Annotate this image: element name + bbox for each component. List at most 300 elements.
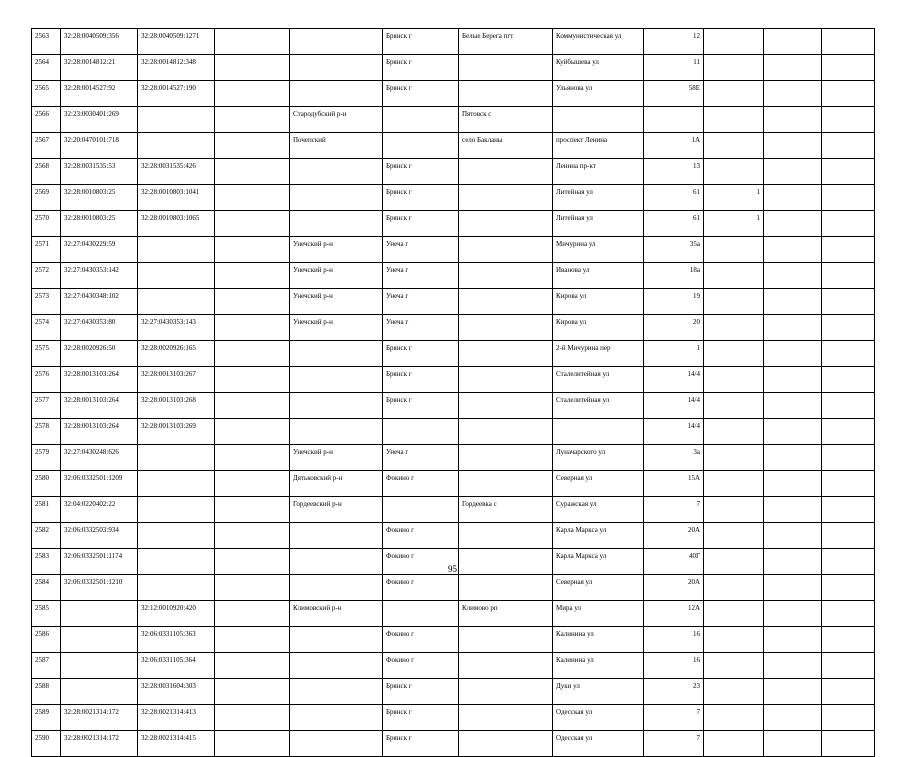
cell-extra-1 [704, 55, 764, 81]
cell-city [383, 419, 459, 445]
cell-settlement [459, 523, 553, 549]
cell-settlement [459, 705, 553, 731]
cell-street: Сталелитейная ул [553, 393, 644, 419]
cell-district [290, 575, 383, 601]
cell-settlement [459, 237, 553, 263]
table-row [32, 679, 875, 705]
cell-cadastral-number-building: 32:28:0020926:165 [138, 341, 215, 367]
cell-city: Фокино г [383, 575, 459, 601]
cell-district [290, 653, 383, 679]
cell-city: Унеча г [383, 237, 459, 263]
cell-house-number: 61 [644, 185, 704, 211]
cell-settlement [459, 445, 553, 471]
cell-empty [215, 653, 290, 679]
cell-cadastral-number-building [138, 133, 215, 159]
cell-city: Брянск г [383, 55, 459, 81]
cell-district: Дятьковский р-н [290, 471, 383, 497]
cell-extra-3 [822, 341, 875, 367]
cell-settlement [459, 575, 553, 601]
cell-empty [215, 497, 290, 523]
cell-extra-3 [822, 731, 875, 757]
cell-extra-1 [704, 367, 764, 393]
cell-house-number [644, 107, 704, 133]
cell-house-number: 3а [644, 445, 704, 471]
cell-empty [215, 211, 290, 237]
cell-street: Ленина пр-кт [553, 159, 644, 185]
cell-row-number: 2581 [32, 497, 61, 523]
cell-empty [215, 601, 290, 627]
cell-cadastral-number-land: 32:27:0430229:59 [61, 237, 138, 263]
cell-extra-2 [764, 159, 822, 185]
table-row [32, 445, 875, 471]
cell-extra-1 [704, 523, 764, 549]
cell-city: Фокино г [383, 471, 459, 497]
cell-extra-2 [764, 653, 822, 679]
cell-street: Дуки ул [553, 679, 644, 705]
cell-house-number: 20 [644, 315, 704, 341]
cell-district: Почепский [290, 133, 383, 159]
cell-district [290, 705, 383, 731]
cell-extra-1 [704, 653, 764, 679]
cell-district [290, 679, 383, 705]
cell-cadastral-number-land [61, 653, 138, 679]
cell-settlement [459, 419, 553, 445]
cell-house-number: 18а [644, 263, 704, 289]
cell-city: Фокино г [383, 627, 459, 653]
cell-extra-1 [704, 81, 764, 107]
cell-extra-3 [822, 185, 875, 211]
cell-extra-3 [822, 55, 875, 81]
cell-cadastral-number-land: 32:27:0430348:102 [61, 289, 138, 315]
cell-settlement: Пятовск с [459, 107, 553, 133]
cell-extra-2 [764, 575, 822, 601]
cell-row-number: 2567 [32, 133, 61, 159]
cell-empty [215, 731, 290, 757]
cell-extra-3 [822, 263, 875, 289]
cell-empty [215, 445, 290, 471]
cell-empty [215, 393, 290, 419]
table-row [32, 55, 875, 81]
cell-cadastral-number-land: 32:28:0013103:264 [61, 367, 138, 393]
table-row [32, 341, 875, 367]
cell-extra-3 [822, 705, 875, 731]
cell-house-number: 1 [644, 341, 704, 367]
cell-city: Брянск г [383, 367, 459, 393]
cell-house-number: 11 [644, 55, 704, 81]
cell-house-number: 7 [644, 731, 704, 757]
cell-city: Брянск г [383, 679, 459, 705]
cell-district [290, 341, 383, 367]
cell-extra-2 [764, 55, 822, 81]
cell-extra-3 [822, 289, 875, 315]
cell-extra-3 [822, 445, 875, 471]
cell-cadastral-number-land: 32:20:0470101:718 [61, 133, 138, 159]
cell-city: Фокино г [383, 549, 459, 575]
cell-extra-3 [822, 419, 875, 445]
cell-city: Брянск г [383, 29, 459, 55]
cell-row-number: 2568 [32, 159, 61, 185]
cell-city [383, 133, 459, 159]
table-row [32, 133, 875, 159]
cell-cadastral-number-land: 32:28:0021314:172 [61, 705, 138, 731]
cell-row-number: 2578 [32, 419, 61, 445]
cell-extra-1 [704, 263, 764, 289]
cell-city: Брянск г [383, 211, 459, 237]
cell-cadastral-number-building: 32:28:0031604:303 [138, 679, 215, 705]
cell-extra-1 [704, 705, 764, 731]
cell-house-number: 20А [644, 523, 704, 549]
cell-cadastral-number-land: 32:27:0430248:626 [61, 445, 138, 471]
cell-cadastral-number-building: 32:06:0331105:363 [138, 627, 215, 653]
cell-district: Унечский р-н [290, 289, 383, 315]
cell-row-number: 2583 [32, 549, 61, 575]
cell-city [383, 601, 459, 627]
cell-cadastral-number-land: 32:06:0332501:1210 [61, 575, 138, 601]
cell-settlement: Гордеевка с [459, 497, 553, 523]
cell-empty [215, 55, 290, 81]
cell-city: Брянск г [383, 393, 459, 419]
cell-extra-2 [764, 211, 822, 237]
cell-extra-2 [764, 471, 822, 497]
cell-city: Брянск г [383, 341, 459, 367]
cell-street: Сталелитейная ул [553, 367, 644, 393]
cell-cadastral-number-building: 32:28:0021314:415 [138, 731, 215, 757]
cell-extra-2 [764, 263, 822, 289]
cell-district [290, 211, 383, 237]
table-row [32, 705, 875, 731]
cell-house-number: 19 [644, 289, 704, 315]
cell-street: 2-й Мичурина пер [553, 341, 644, 367]
cell-extra-3 [822, 133, 875, 159]
table-body [32, 29, 875, 757]
cell-house-number: 23 [644, 679, 704, 705]
cell-cadastral-number-building [138, 107, 215, 133]
cell-row-number: 2572 [32, 263, 61, 289]
table-row [32, 393, 875, 419]
cell-extra-3 [822, 315, 875, 341]
cell-row-number: 2582 [32, 523, 61, 549]
cell-street: проспект Ленина [553, 133, 644, 159]
cell-extra-2 [764, 185, 822, 211]
cell-house-number: 16 [644, 627, 704, 653]
cell-extra-3 [822, 107, 875, 133]
cell-row-number: 2584 [32, 575, 61, 601]
cell-city: Унеча г [383, 445, 459, 471]
table-row [32, 523, 875, 549]
cell-settlement: Белые Берега пгт [459, 29, 553, 55]
cell-district [290, 185, 383, 211]
table-row [32, 237, 875, 263]
cell-cadastral-number-land [61, 679, 138, 705]
table-row [32, 263, 875, 289]
cell-empty [215, 523, 290, 549]
cell-district [290, 367, 383, 393]
cell-extra-1: 1 [704, 211, 764, 237]
cell-street [553, 107, 644, 133]
cell-empty [215, 419, 290, 445]
cell-settlement [459, 471, 553, 497]
cell-empty [215, 159, 290, 185]
cell-row-number: 2574 [32, 315, 61, 341]
cell-settlement: село Бакланы [459, 133, 553, 159]
cell-extra-1 [704, 341, 764, 367]
cell-extra-2 [764, 133, 822, 159]
cell-cadastral-number-land: 32:28:0013103:264 [61, 393, 138, 419]
cell-cadastral-number-building: 32:28:0010803:1065 [138, 211, 215, 237]
cell-street: Куйбышева ул [553, 55, 644, 81]
cell-cadastral-number-land: 32:28:0040509:356 [61, 29, 138, 55]
table-row [32, 497, 875, 523]
cell-row-number: 2575 [32, 341, 61, 367]
cell-empty [215, 185, 290, 211]
cell-extra-3 [822, 393, 875, 419]
cell-street: Луначарского ул [553, 445, 644, 471]
cell-empty [215, 575, 290, 601]
cell-extra-3 [822, 601, 875, 627]
cell-row-number: 2577 [32, 393, 61, 419]
cell-extra-1 [704, 393, 764, 419]
cell-cadastral-number-building: 32:28:0013103:269 [138, 419, 215, 445]
cell-cadastral-number-land [61, 601, 138, 627]
cell-settlement [459, 679, 553, 705]
cell-district [290, 731, 383, 757]
cell-street: Кирова ул [553, 315, 644, 341]
cell-street: Мира ул [553, 601, 644, 627]
cell-house-number: 40Г [644, 549, 704, 575]
table-row [32, 159, 875, 185]
cell-settlement [459, 289, 553, 315]
cell-cadastral-number-building: 32:28:0014527:190 [138, 81, 215, 107]
cell-extra-2 [764, 705, 822, 731]
cell-cadastral-number-building: 32:27:0430353:143 [138, 315, 215, 341]
cell-extra-3 [822, 523, 875, 549]
cell-street: Карла Маркса ул [553, 523, 644, 549]
cell-street: Калинина ул [553, 653, 644, 679]
cell-street: Одесская ул [553, 731, 644, 757]
cell-row-number: 2580 [32, 471, 61, 497]
cell-district [290, 55, 383, 81]
cell-extra-1 [704, 29, 764, 55]
cell-extra-2 [764, 81, 822, 107]
cell-row-number: 2585 [32, 601, 61, 627]
cell-empty [215, 29, 290, 55]
cell-cadastral-number-building [138, 471, 215, 497]
cell-row-number: 2570 [32, 211, 61, 237]
registry-table [31, 28, 875, 757]
cell-empty [215, 679, 290, 705]
cell-street: Северная ул [553, 471, 644, 497]
cell-cadastral-number-building: 32:12:0010920:420 [138, 601, 215, 627]
cell-extra-1 [704, 237, 764, 263]
cell-row-number: 2586 [32, 627, 61, 653]
cell-street: Суражская ул [553, 497, 644, 523]
table-row [32, 315, 875, 341]
cell-cadastral-number-land: 32:28:0010803:25 [61, 211, 138, 237]
cell-extra-2 [764, 523, 822, 549]
cell-extra-1 [704, 575, 764, 601]
cell-city: Брянск г [383, 81, 459, 107]
cell-house-number: 7 [644, 705, 704, 731]
cell-extra-1 [704, 419, 764, 445]
cell-extra-2 [764, 289, 822, 315]
cell-city: Унеча г [383, 289, 459, 315]
cell-settlement [459, 81, 553, 107]
cell-settlement [459, 263, 553, 289]
cell-cadastral-number-building [138, 263, 215, 289]
table-row [32, 731, 875, 757]
cell-empty [215, 81, 290, 107]
cell-cadastral-number-land: 32:28:0021314:172 [61, 731, 138, 757]
cell-settlement [459, 315, 553, 341]
cell-house-number: 7 [644, 497, 704, 523]
cell-cadastral-number-building [138, 523, 215, 549]
cell-cadastral-number-land: 32:06:0332503:934 [61, 523, 138, 549]
cell-row-number: 2587 [32, 653, 61, 679]
cell-street: Иванова ул [553, 263, 644, 289]
cell-extra-3 [822, 159, 875, 185]
cell-cadastral-number-building [138, 575, 215, 601]
cell-street: Карла Маркса ул [553, 549, 644, 575]
table-row [32, 653, 875, 679]
cell-cadastral-number-building: 32:06:0331105:364 [138, 653, 215, 679]
cell-row-number: 2566 [32, 107, 61, 133]
cell-house-number: 13 [644, 159, 704, 185]
cell-extra-2 [764, 497, 822, 523]
cell-settlement [459, 341, 553, 367]
cell-extra-3 [822, 471, 875, 497]
cell-street: Северная ул [553, 575, 644, 601]
cell-extra-2 [764, 29, 822, 55]
cell-city: Брянск г [383, 185, 459, 211]
cell-cadastral-number-land: 32:28:0020926:50 [61, 341, 138, 367]
cell-empty [215, 107, 290, 133]
cell-extra-2 [764, 445, 822, 471]
cell-extra-2 [764, 731, 822, 757]
cell-house-number: 61 [644, 211, 704, 237]
cell-row-number: 2563 [32, 29, 61, 55]
cell-extra-3 [822, 29, 875, 55]
cell-empty [215, 705, 290, 731]
cell-extra-1 [704, 497, 764, 523]
cell-cadastral-number-building: 32:28:0040509:1271 [138, 29, 215, 55]
table-row [32, 601, 875, 627]
cell-house-number: 58Е [644, 81, 704, 107]
cell-extra-1 [704, 159, 764, 185]
cell-district [290, 419, 383, 445]
cell-extra-2 [764, 315, 822, 341]
cell-cadastral-number-building: 32:28:0013103:268 [138, 393, 215, 419]
cell-row-number: 2564 [32, 55, 61, 81]
cell-extra-3 [822, 81, 875, 107]
table-row [32, 471, 875, 497]
cell-extra-3 [822, 575, 875, 601]
table-row [32, 29, 875, 55]
cell-extra-3 [822, 237, 875, 263]
cell-district [290, 159, 383, 185]
cell-city: Фокино г [383, 653, 459, 679]
cell-empty [215, 367, 290, 393]
cell-cadastral-number-land: 32:06:0332501:1209 [61, 471, 138, 497]
cell-row-number: 2588 [32, 679, 61, 705]
cell-settlement [459, 393, 553, 419]
cell-city: Унеча г [383, 263, 459, 289]
cell-settlement [459, 731, 553, 757]
cell-extra-1 [704, 315, 764, 341]
cell-extra-2 [764, 237, 822, 263]
cell-empty [215, 315, 290, 341]
cell-street [553, 419, 644, 445]
cell-extra-2 [764, 341, 822, 367]
cell-extra-1 [704, 445, 764, 471]
cell-row-number: 2571 [32, 237, 61, 263]
cell-extra-1 [704, 679, 764, 705]
cell-district: Унечский р-н [290, 315, 383, 341]
cell-cadastral-number-land: 32:06:0332501:1174 [61, 549, 138, 575]
cell-cadastral-number-building: 32:28:0010803:1041 [138, 185, 215, 211]
cell-settlement [459, 367, 553, 393]
cell-settlement [459, 185, 553, 211]
cell-house-number: 12А [644, 601, 704, 627]
cell-city: Брянск г [383, 705, 459, 731]
cell-street: Литейная ул [553, 211, 644, 237]
cell-house-number: 15А [644, 471, 704, 497]
cell-district: Унечский р-н [290, 445, 383, 471]
cell-street: Одесская ул [553, 705, 644, 731]
cell-extra-1 [704, 133, 764, 159]
table-row [32, 81, 875, 107]
cell-city: Унеча г [383, 315, 459, 341]
cell-district [290, 393, 383, 419]
cell-empty [215, 471, 290, 497]
cell-cadastral-number-land: 32:28:0031535:53 [61, 159, 138, 185]
cell-district: Климовский р-н [290, 601, 383, 627]
cell-street: Ульянова ул [553, 81, 644, 107]
cell-cadastral-number-building [138, 497, 215, 523]
cell-row-number: 2589 [32, 705, 61, 731]
cell-cadastral-number-land: 32:28:0014527:92 [61, 81, 138, 107]
cell-extra-2 [764, 107, 822, 133]
cell-extra-2 [764, 601, 822, 627]
cell-house-number: 14/4 [644, 367, 704, 393]
cell-house-number: 14/4 [644, 419, 704, 445]
table-row [32, 289, 875, 315]
cell-city [383, 497, 459, 523]
cell-row-number: 2569 [32, 185, 61, 211]
cell-extra-1 [704, 289, 764, 315]
table-row [32, 185, 875, 211]
cell-house-number: 12 [644, 29, 704, 55]
cell-empty [215, 263, 290, 289]
cell-cadastral-number-land: 32:27:0430353:142 [61, 263, 138, 289]
cell-settlement [459, 55, 553, 81]
cell-street: Литейная ул [553, 185, 644, 211]
cell-street: Кирова ул [553, 289, 644, 315]
cell-extra-1: 1 [704, 185, 764, 211]
cell-cadastral-number-land: 32:04:0220402:22 [61, 497, 138, 523]
cell-extra-3 [822, 653, 875, 679]
table-row [32, 367, 875, 393]
cell-extra-3 [822, 679, 875, 705]
cell-cadastral-number-land: 32:27:0430353:80 [61, 315, 138, 341]
cell-row-number: 2576 [32, 367, 61, 393]
cell-extra-1 [704, 601, 764, 627]
cell-district [290, 523, 383, 549]
cell-district: Гордеевский р-н [290, 497, 383, 523]
cell-empty [215, 133, 290, 159]
cell-empty [215, 237, 290, 263]
cell-district [290, 29, 383, 55]
cell-settlement [459, 211, 553, 237]
